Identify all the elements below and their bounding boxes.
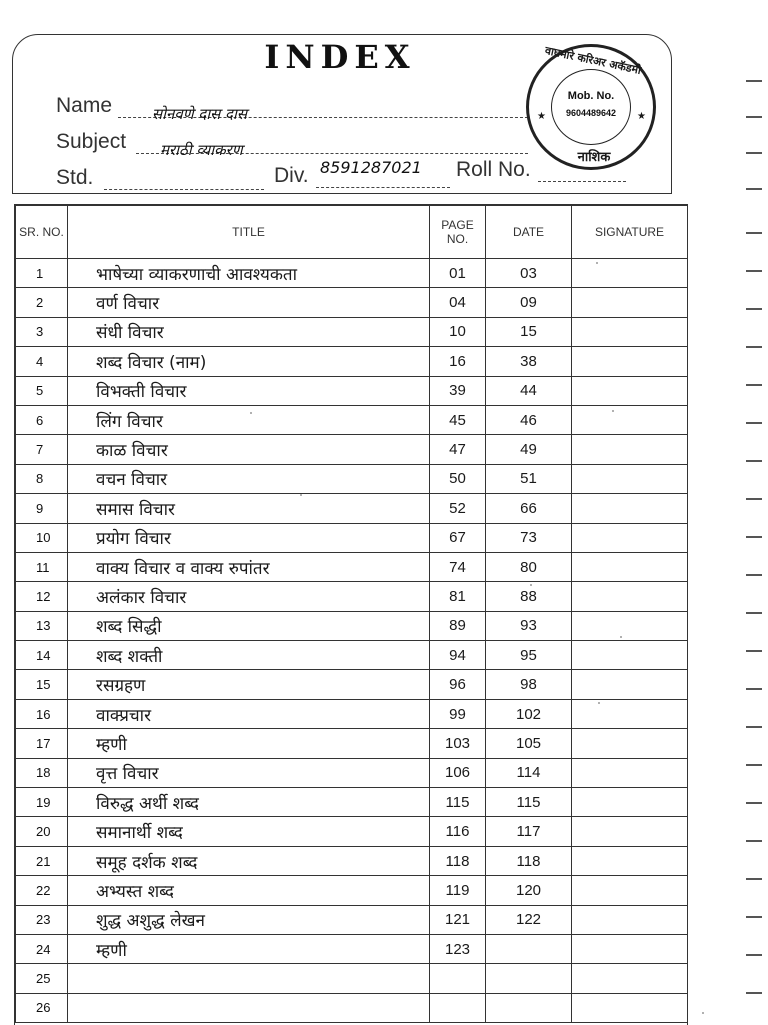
- stamp-inner-ring: [551, 69, 631, 145]
- sr-cell: 22: [16, 876, 68, 905]
- table-row: [16, 464, 688, 493]
- date-cell: [486, 934, 572, 963]
- page-cell: 106: [430, 758, 486, 787]
- roll-label: Roll No.: [456, 158, 531, 181]
- col-header-page: PAGE NO.: [430, 206, 486, 259]
- date-cell: 105: [486, 729, 572, 758]
- std-line: [104, 188, 264, 190]
- signature-cell: [572, 582, 688, 611]
- signature-cell: [572, 288, 688, 317]
- date-cell: [486, 964, 572, 993]
- table-row: [16, 905, 688, 934]
- title-cell: [68, 993, 430, 1022]
- table-row: [16, 288, 688, 317]
- title-cell: वर्ण विचार: [68, 288, 430, 317]
- page-cell: [430, 993, 486, 1022]
- sr-cell: 8: [16, 464, 68, 493]
- signature-cell: [572, 788, 688, 817]
- page-cell: 74: [430, 552, 486, 581]
- table-row: [16, 964, 688, 993]
- signature-cell: [572, 435, 688, 464]
- sr-cell: 7: [16, 435, 68, 464]
- signature-cell: [572, 934, 688, 963]
- signature-cell: [572, 317, 688, 346]
- page-cell: 123: [430, 934, 486, 963]
- table-row: [16, 993, 688, 1022]
- table-row: [16, 376, 688, 405]
- sr-cell: 1: [16, 259, 68, 288]
- title-cell: अभ्यस्त शब्द: [68, 876, 430, 905]
- sr-cell: 2: [16, 288, 68, 317]
- subject-value: मराठी व्याकरण: [160, 141, 243, 159]
- signature-cell: [572, 641, 688, 670]
- sr-cell: 24: [16, 934, 68, 963]
- sr-cell: 10: [16, 523, 68, 552]
- signature-cell: [572, 817, 688, 846]
- signature-cell: [572, 876, 688, 905]
- date-cell: 115: [486, 788, 572, 817]
- table-row: [16, 670, 688, 699]
- title-cell: विभक्ती विचार: [68, 376, 430, 405]
- stamp-mob-label: Mob. No.: [567, 90, 615, 102]
- page-cell: 10: [430, 317, 486, 346]
- title-cell: लिंग विचार: [68, 405, 430, 434]
- table-row: [16, 494, 688, 523]
- signature-cell: [572, 552, 688, 581]
- sr-cell: 12: [16, 582, 68, 611]
- sr-cell: 4: [16, 347, 68, 376]
- subject-label: Subject: [56, 130, 127, 153]
- page-cell: 67: [430, 523, 486, 552]
- title-cell: संधी विचार: [68, 317, 430, 346]
- table-body: [16, 259, 688, 1023]
- date-cell: 120: [486, 876, 572, 905]
- sr-cell: 3: [16, 317, 68, 346]
- date-cell: 117: [486, 817, 572, 846]
- date-cell: 73: [486, 523, 572, 552]
- date-cell: [486, 993, 572, 1022]
- title-cell: काळ विचार: [68, 435, 430, 464]
- title-cell: म्हणी: [68, 729, 430, 758]
- stamp-bottom-text: नाशिक: [577, 150, 611, 165]
- sr-cell: 14: [16, 641, 68, 670]
- sr-cell: 9: [16, 494, 68, 523]
- title-cell: शुद्ध अशुद्ध लेखन: [68, 905, 430, 934]
- stamp-star-icon: ★: [637, 111, 646, 122]
- page-cell: 16: [430, 347, 486, 376]
- signature-cell: [572, 699, 688, 728]
- date-cell: 15: [486, 317, 572, 346]
- page-cell: 47: [430, 435, 486, 464]
- signature-cell: [572, 523, 688, 552]
- table-row: [16, 641, 688, 670]
- title-cell: रसग्रहण: [68, 670, 430, 699]
- table-row: [16, 552, 688, 581]
- table-row: [16, 347, 688, 376]
- date-cell: 88: [486, 582, 572, 611]
- date-cell: 114: [486, 758, 572, 787]
- table-row: [16, 405, 688, 434]
- col-header-signature: SIGNATURE: [572, 206, 688, 259]
- page-cell: 103: [430, 729, 486, 758]
- sr-cell: 17: [16, 729, 68, 758]
- date-cell: 51: [486, 464, 572, 493]
- table-row: [16, 435, 688, 464]
- title-cell: शब्द शक्ती: [68, 641, 430, 670]
- table-row: [16, 846, 688, 875]
- page-title: INDEX: [264, 38, 416, 76]
- col-header-date: DATE: [486, 206, 572, 259]
- table-row: [16, 817, 688, 846]
- table-row: [16, 259, 688, 288]
- stamp-mob-number: 9604489642: [565, 108, 617, 118]
- page-cell: 04: [430, 288, 486, 317]
- table-row: [16, 317, 688, 346]
- sr-cell: 21: [16, 846, 68, 875]
- page-cell: 45: [430, 405, 486, 434]
- page-cell: 96: [430, 670, 486, 699]
- page-cell: 50: [430, 464, 486, 493]
- index-table-wrapper: [14, 204, 688, 1025]
- table-row: [16, 876, 688, 905]
- title-cell: वृत्त विचार: [68, 758, 430, 787]
- page-cell: 116: [430, 817, 486, 846]
- date-cell: 49: [486, 435, 572, 464]
- date-cell: 38: [486, 347, 572, 376]
- title-cell: प्रयोग विचार: [68, 523, 430, 552]
- sr-cell: 26: [16, 993, 68, 1022]
- date-cell: 03: [486, 259, 572, 288]
- signature-cell: [572, 405, 688, 434]
- stamp-star-icon: ★: [537, 111, 546, 122]
- page-cell: 99: [430, 699, 486, 728]
- title-cell: म्हणी: [68, 934, 430, 963]
- page-cell: 52: [430, 494, 486, 523]
- page-cell: 115: [430, 788, 486, 817]
- name-label: Name: [56, 94, 113, 117]
- page-cell: [430, 964, 486, 993]
- page-cell: 121: [430, 905, 486, 934]
- signature-cell: [572, 729, 688, 758]
- title-cell: वचन विचार: [68, 464, 430, 493]
- date-cell: 95: [486, 641, 572, 670]
- signature-cell: [572, 758, 688, 787]
- div-line: [316, 186, 450, 188]
- signature-cell: [572, 846, 688, 875]
- sr-cell: 23: [16, 905, 68, 934]
- table-row: [16, 611, 688, 640]
- sr-cell: 13: [16, 611, 68, 640]
- title-cell: समास विचार: [68, 494, 430, 523]
- table-row: [16, 788, 688, 817]
- title-cell: वाक्य विचार व वाक्य रुपांतर: [68, 552, 430, 581]
- std-label: Std.: [56, 166, 94, 189]
- title-cell: [68, 964, 430, 993]
- date-cell: 102: [486, 699, 572, 728]
- table-row: [16, 729, 688, 758]
- page-cell: 94: [430, 641, 486, 670]
- signature-cell: [572, 670, 688, 699]
- page-cell: 89: [430, 611, 486, 640]
- table-row: [16, 934, 688, 963]
- table-row: [16, 699, 688, 728]
- title-cell: विरुद्ध अर्थी शब्द: [68, 788, 430, 817]
- sr-cell: 20: [16, 817, 68, 846]
- index-table: [15, 205, 688, 1023]
- title-cell: भाषेच्या व्याकरणाची आवश्यकता: [68, 259, 430, 288]
- name-value: सोनवणे दास दास: [152, 105, 248, 123]
- page-cell: 01: [430, 259, 486, 288]
- sr-cell: 16: [16, 699, 68, 728]
- signature-cell: [572, 347, 688, 376]
- div-label: Div.: [274, 164, 309, 187]
- title-cell: समूह दर्शक शब्द: [68, 846, 430, 875]
- div-value: 8591287021: [320, 158, 422, 177]
- sr-cell: 11: [16, 552, 68, 581]
- col-header-title: TITLE: [68, 206, 430, 259]
- title-cell: समानार्थी शब्द: [68, 817, 430, 846]
- signature-cell: [572, 464, 688, 493]
- table-row: [16, 582, 688, 611]
- date-cell: 122: [486, 905, 572, 934]
- date-cell: 46: [486, 405, 572, 434]
- signature-cell: [572, 993, 688, 1022]
- date-cell: 66: [486, 494, 572, 523]
- sr-cell: 15: [16, 670, 68, 699]
- date-cell: 09: [486, 288, 572, 317]
- title-cell: वाक्प्रचार: [68, 699, 430, 728]
- stamp-top-text: वाघमारे करिअर अकॅडमी: [543, 43, 643, 78]
- date-cell: 118: [486, 846, 572, 875]
- signature-cell: [572, 905, 688, 934]
- table-row: [16, 523, 688, 552]
- date-cell: 98: [486, 670, 572, 699]
- title-cell: अलंकार विचार: [68, 582, 430, 611]
- date-cell: 80: [486, 552, 572, 581]
- sr-cell: 25: [16, 964, 68, 993]
- page-cell: 119: [430, 876, 486, 905]
- roll-line: [538, 180, 626, 182]
- page-cell: 39: [430, 376, 486, 405]
- table-header-row: [16, 206, 688, 259]
- date-cell: 93: [486, 611, 572, 640]
- signature-cell: [572, 611, 688, 640]
- signature-cell: [572, 494, 688, 523]
- page-cell: 118: [430, 846, 486, 875]
- title-cell: शब्द विचार (नाम): [68, 347, 430, 376]
- sr-cell: 5: [16, 376, 68, 405]
- sr-cell: 18: [16, 758, 68, 787]
- page-cell: 81: [430, 582, 486, 611]
- table-row: [16, 758, 688, 787]
- date-cell: 44: [486, 376, 572, 405]
- sr-cell: 19: [16, 788, 68, 817]
- signature-cell: [572, 259, 688, 288]
- sr-cell: 6: [16, 405, 68, 434]
- signature-cell: [572, 964, 688, 993]
- col-header-sr: SR. NO.: [16, 206, 68, 259]
- title-cell: शब्द सिद्धी: [68, 611, 430, 640]
- signature-cell: [572, 376, 688, 405]
- academy-stamp: [526, 44, 656, 170]
